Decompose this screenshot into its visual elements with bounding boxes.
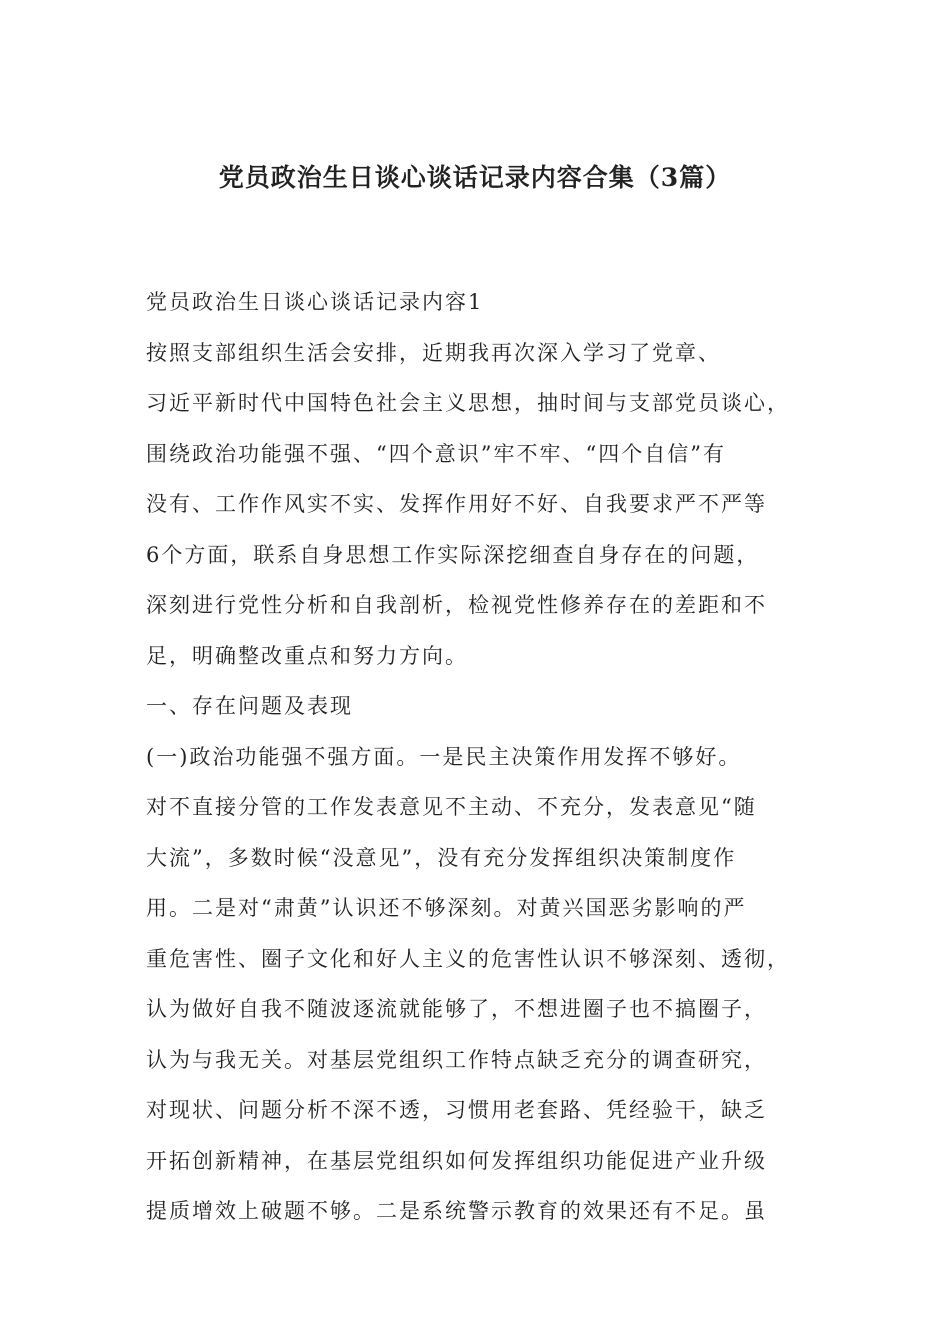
paragraph-line: 提质增效上破题不够。二是系统警示教育的效果还有不足。虽 [146, 1199, 767, 1223]
paragraph-line: 大流”，多数时候“没意见”，没有充分发挥组织决策制度作 [146, 845, 737, 870]
paragraph-line: 用。二是对“肃黄”认识还不够深刻。对黄兴国恶劣影响的严 [146, 896, 747, 920]
paragraph-line: 认为与我无关。对基层党组织工作特点缺乏充分的调查研究， [146, 1047, 767, 1072]
paragraph-line: 足，明确整改重点和努力方向。 [146, 643, 468, 668]
section-heading: 党员政治生日谈心谈话记录内容1 [146, 290, 484, 314]
paragraph-line: (一)政治功能强不强方面。一是民主决策作用发挥不够好。 [146, 744, 742, 769]
paragraph-line: 开拓创新精神，在基层党组织如何发挥组织功能促进产业升级 [146, 1148, 767, 1173]
paragraph-line: 没有、工作作风实不实、发挥作用好不好、自我要求严不严等 [146, 492, 767, 516]
paragraph-line: 习近平新时代中国特色社会主义思想，抽时间与支部党员谈心， [146, 391, 790, 415]
paragraph-line: 重危害性、圈子文化和好人主义的危害性认识不够深刻、透彻， [146, 946, 790, 971]
paragraph-line: 认为做好自我不随波逐流就能够了，不想进圈子也不搞圈子， [146, 997, 767, 1021]
paragraph-line: 深刻进行党性分析和自我剖析，检视党性修养存在的差距和不 [146, 593, 767, 617]
paragraph-line: 对不直接分管的工作发表意见不主动、不充分，发表意见“随 [146, 795, 757, 819]
paragraph-line: 围绕政治功能强不强、“四个意识”牢不牢、“四个自信”有 [146, 441, 726, 466]
document-title: 党员政治生日谈心谈话记录内容合集（3篇） [218, 163, 732, 192]
document-body [146, 277, 790, 1237]
paragraph-line: 按照支部组织生活会安排，近期我再次深入学习了党章、 [146, 340, 721, 365]
paragraph-line: 对现状、问题分析不深不透，习惯用老套路、凭经验干，缺乏 [146, 1098, 767, 1122]
section-heading: 一、存在问题及表现 [146, 694, 353, 718]
paragraph-line: 6个方面，联系自身思想工作实际深挖细查自身存在的问题， [146, 542, 760, 567]
